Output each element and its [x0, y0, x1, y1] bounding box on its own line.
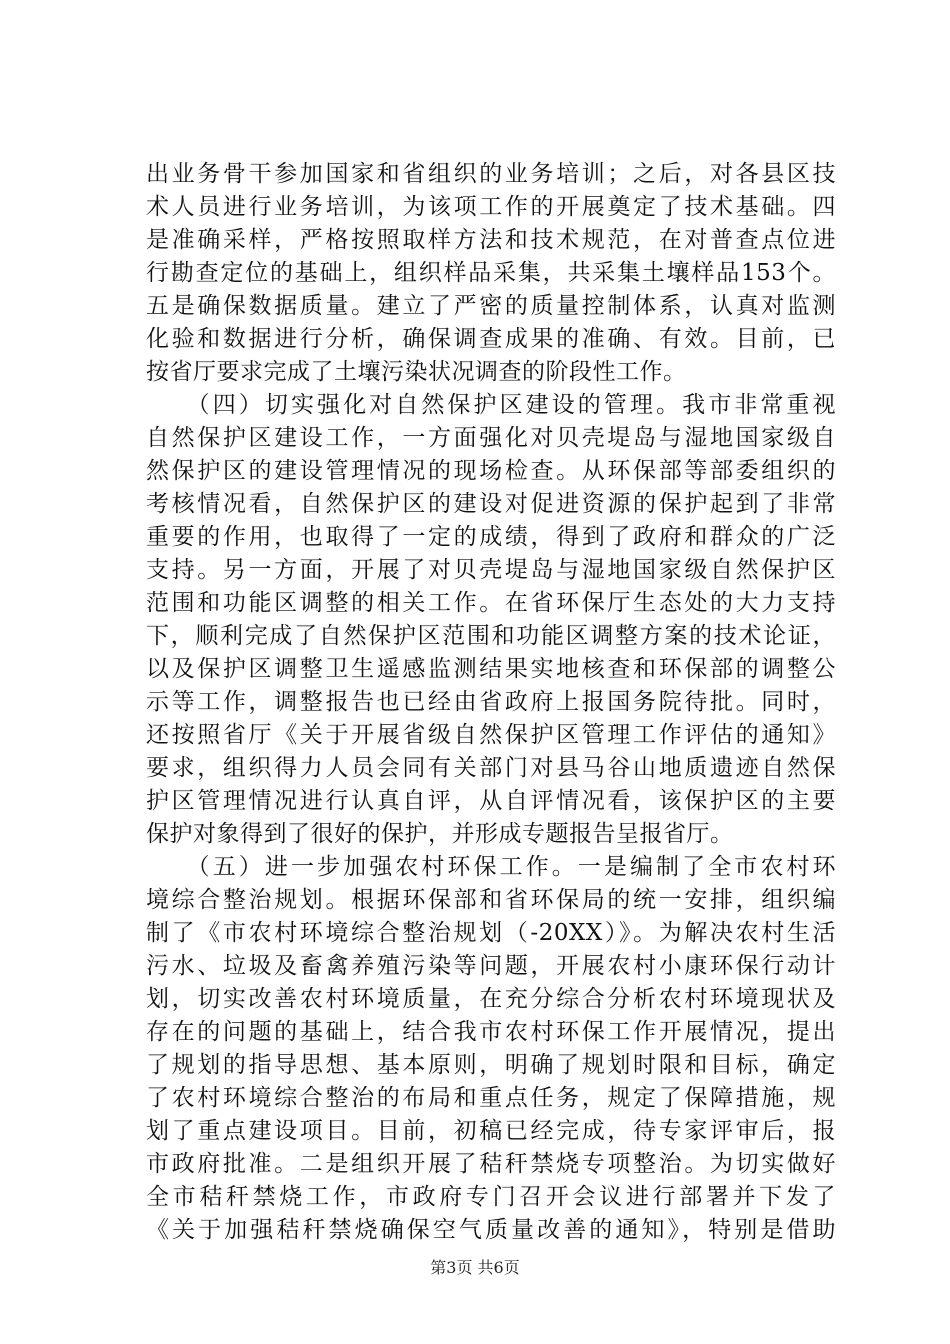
text-line: 要求，组织得力人员会同有关部门对县马谷山地质遗迹自然保 [146, 755, 836, 781]
text-line: 了农村环境综合整治的布局和重点任务，规定了保障措施，规 [146, 1085, 836, 1111]
text-line: 《关于加强秸秆禁烧确保空气质量改善的通知》，特别是借助 [146, 1217, 836, 1243]
page-footer: 第3页 共6页 [430, 1258, 520, 1277]
text-line: （四）切实强化对自然保护区建设的管理。我市非常重视 [146, 392, 836, 418]
text-line: 下，顺利完成了自然保护区范围和功能区调整方案的技术论证， [146, 623, 836, 649]
text-line: 护区管理情况进行认真自评，从自评情况看，该保护区的主要 [146, 788, 836, 814]
text-line: 划了重点建设项目。目前，初稿已经完成，待专家评审后，报 [146, 1118, 836, 1144]
text-line: 重要的作用，也取得了一定的成绩，得到了政府和群众的广泛 [146, 524, 836, 550]
text-line: 以及保护区调整卫生遥感监测结果实地核查和环保部的调整公 [146, 656, 836, 682]
text-line: 范围和功能区调整的相关工作。在省环保厅生态处的大力支持 [146, 590, 836, 616]
body-text [146, 158, 836, 1247]
text-line: 制了《市农村环境综合整治规划（-20XX）》。为解决农村生活 [146, 920, 836, 946]
text-line: 保护对象得到了很好的保护，并形成专题报告呈报省厅。 [146, 821, 734, 847]
text-line: 按省厅要求完成了土壤污染状况调查的阶段性工作。 [146, 359, 687, 385]
text-line: 全市秸秆禁烧工作，市政府专门召开会议进行部署并下发了 [146, 1184, 836, 1210]
text-line: 五是确保数据质量。建立了严密的质量控制体系，认真对监测 [146, 293, 836, 319]
text-line: 还按照省厅《关于开展省级自然保护区管理工作评估的通知》 [146, 722, 836, 748]
text-line: 是准确采样，严格按照取样方法和技术规范，在对普查点位进 [146, 227, 836, 253]
text-line: 然保护区的建设管理情况的现场检查。从环保部等部委组织的 [146, 458, 836, 484]
text-line: 出业务骨干参加国家和省组织的业务培训；之后，对各县区技 [146, 161, 836, 187]
text-line: （五）进一步加强农村环保工作。一是编制了全市农村环 [146, 854, 836, 880]
text-line: 划，切实改善农村环境质量，在充分综合分析农村环境现状及 [146, 986, 836, 1012]
text-line: 市政府批准。二是组织开展了秸秆禁烧专项整治。为切实做好 [146, 1151, 836, 1177]
text-line: 支持。另一方面，开展了对贝壳堤岛与湿地国家级自然保护区 [146, 557, 836, 583]
text-line: 考核情况看，自然保护区的建设对促进资源的保护起到了非常 [146, 491, 836, 517]
text-line: 污水、垃圾及畜禽养殖污染等问题，开展农村小康环保行动计 [146, 953, 836, 979]
text-line: 化验和数据进行分析，确保调查成果的准确、有效。目前，已 [146, 326, 836, 352]
text-line: 存在的问题的基础上，结合我市农村环保工作开展情况，提出 [146, 1019, 836, 1045]
text-line: 自然保护区建设工作，一方面强化对贝壳堤岛与湿地国家级自 [146, 425, 836, 451]
text-line: 术人员进行业务培训，为该项工作的开展奠定了技术基础。四 [146, 194, 836, 220]
text-line: 境综合整治规划。根据环保部和省环保局的统一安排，组织编 [146, 887, 836, 913]
text-line: 示等工作，调整报告也已经由省政府上报国务院待批。同时， [146, 689, 836, 715]
text-line: 了规划的指导思想、基本原则，明确了规划时限和目标，确定 [146, 1052, 836, 1078]
text-line: 行勘查定位的基础上，组织样品采集，共采集土壤样品153个。 [146, 260, 836, 286]
